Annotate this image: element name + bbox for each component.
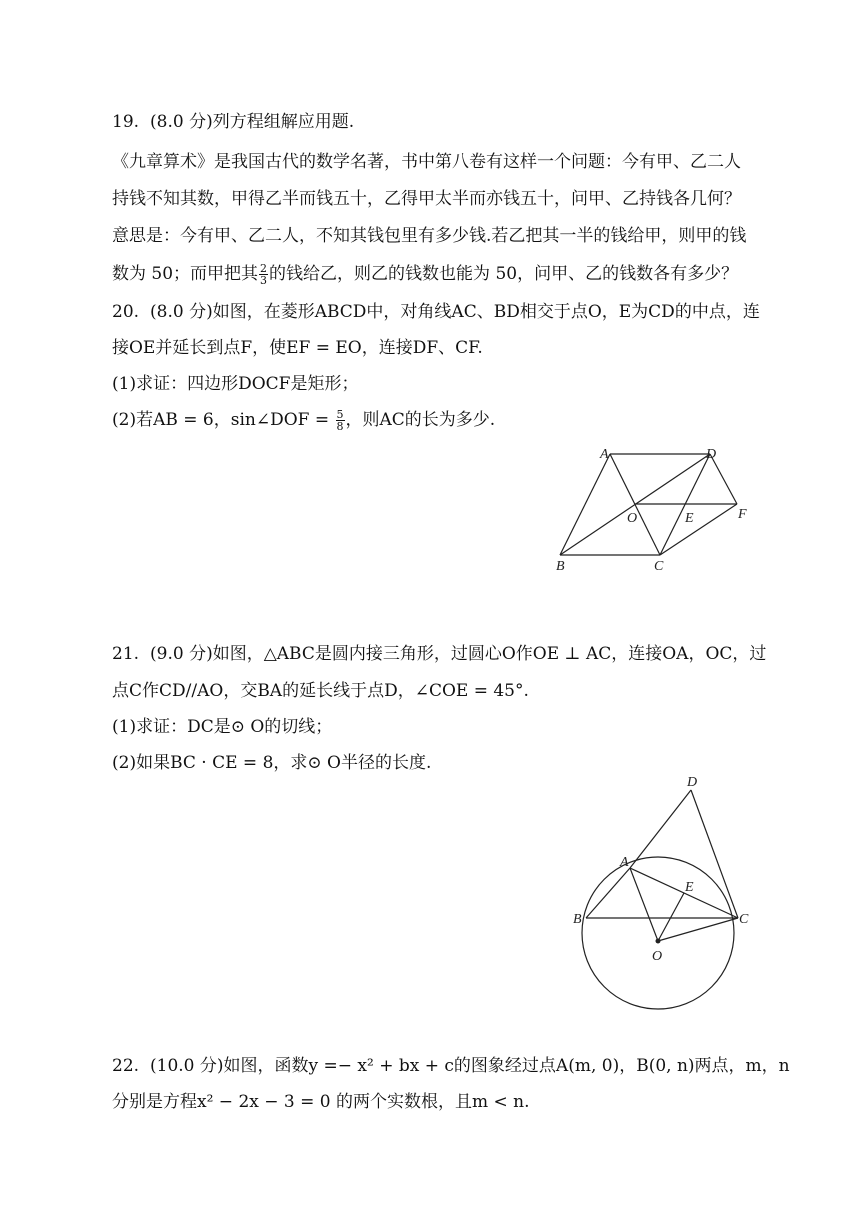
q21-line1-text: (9.0 分)如图，△ABC是圆内接三角形，过圆心O作OE ⊥ AC，连接OA，OC，过	[150, 644, 767, 664]
segment-cf	[660, 504, 737, 555]
q20-frac-num: 5	[336, 408, 344, 421]
label-e: E	[685, 880, 694, 895]
label-b: B	[556, 559, 565, 574]
q20-part1: (1)求证：四边形DOCF是矩形；	[112, 374, 359, 394]
label-a: A	[620, 855, 629, 870]
segment-ab	[560, 454, 610, 555]
segment-oc	[658, 918, 738, 941]
segment-oe	[658, 893, 684, 941]
q19-frac-num: 2	[260, 262, 268, 275]
label-b: B	[573, 912, 582, 927]
q21-part2: (2)如果BC · CE = 8，求⊙ O半径的长度.	[112, 753, 432, 773]
q19-fraction	[259, 263, 268, 286]
q20-number: 20.	[112, 302, 140, 322]
q19-line2: 持钱不知其数，甲得乙半而钱五十，乙得甲太半而亦钱五十，问甲、乙持钱各几何？	[112, 189, 741, 209]
q20-line2: 接OE并延长到点F，使EF = EO，连接DF、CF.	[112, 338, 483, 358]
q20-part2-pre: (2)若AB = 6，sin∠DOF =	[112, 410, 335, 430]
q22-line1	[112, 1054, 790, 1078]
q19-number: 19.	[112, 112, 140, 132]
label-o: O	[627, 511, 638, 526]
q20-part2	[112, 408, 495, 432]
q19-header	[112, 110, 354, 134]
segment-ad	[630, 790, 691, 868]
circle-o	[582, 857, 734, 1009]
label-f: F	[738, 507, 747, 522]
q20-frac-den: 8	[336, 420, 344, 433]
q21-number: 21.	[112, 644, 140, 664]
q22-line1-text: (10.0 分)如图，函数y =− x² + bx + c的图象经过点A(m, 0)，B(0, n)两点，m，n	[150, 1056, 790, 1076]
center-point	[656, 939, 661, 944]
q21-line2: 点C作CD//AO，交BA的延长线于点D，∠COE = 45°.	[112, 681, 529, 701]
circle-figure	[568, 770, 758, 1020]
q22-number: 22.	[112, 1056, 140, 1076]
label-e: E	[685, 511, 694, 526]
q19-line3: 意思是：今有甲、乙二人，不知其钱包里有多少钱.若乙把其一半的钱给甲，则甲的钱	[112, 226, 747, 246]
label-c: C	[654, 559, 664, 574]
q20-fraction	[336, 409, 345, 432]
q20-line1	[112, 300, 760, 324]
label-a: A	[600, 447, 609, 462]
label-o: O	[652, 949, 663, 964]
label-d: D	[687, 775, 698, 790]
q19-header-text: (8.0 分)列方程组解应用题.	[150, 112, 355, 132]
label-d: D	[706, 447, 717, 462]
q21-part1: (1)求证：DC是⊙ O的切线；	[112, 717, 333, 737]
q19-line1: 《九章算术》是我国古代的数学名著，书中第八卷有这样一个问题：今有甲、乙二人	[112, 152, 741, 172]
q21-line1	[112, 642, 766, 666]
q22-line2: 分别是方程x² − 2x − 3 = 0 的两个实数根，且m < n.	[112, 1092, 530, 1112]
label-c: C	[739, 912, 749, 927]
q19-line4-post: 的钱给乙，则乙的钱数也能为 50，问甲、乙的钱数各有多少？	[269, 264, 739, 284]
q19-line4-pre: 数为 50；而甲把其	[112, 264, 259, 284]
q19-line4	[112, 262, 738, 286]
q20-line1-text: (8.0 分)如图，在菱形ABCD中，对角线AC、BD相交于点O，E为CD的中点，连	[150, 302, 760, 322]
rhombus-figure	[548, 440, 758, 575]
q20-part2-post: ，则AC的长为多少.	[345, 410, 496, 430]
q19-frac-den: 3	[260, 274, 268, 287]
segment-dc	[691, 790, 738, 918]
